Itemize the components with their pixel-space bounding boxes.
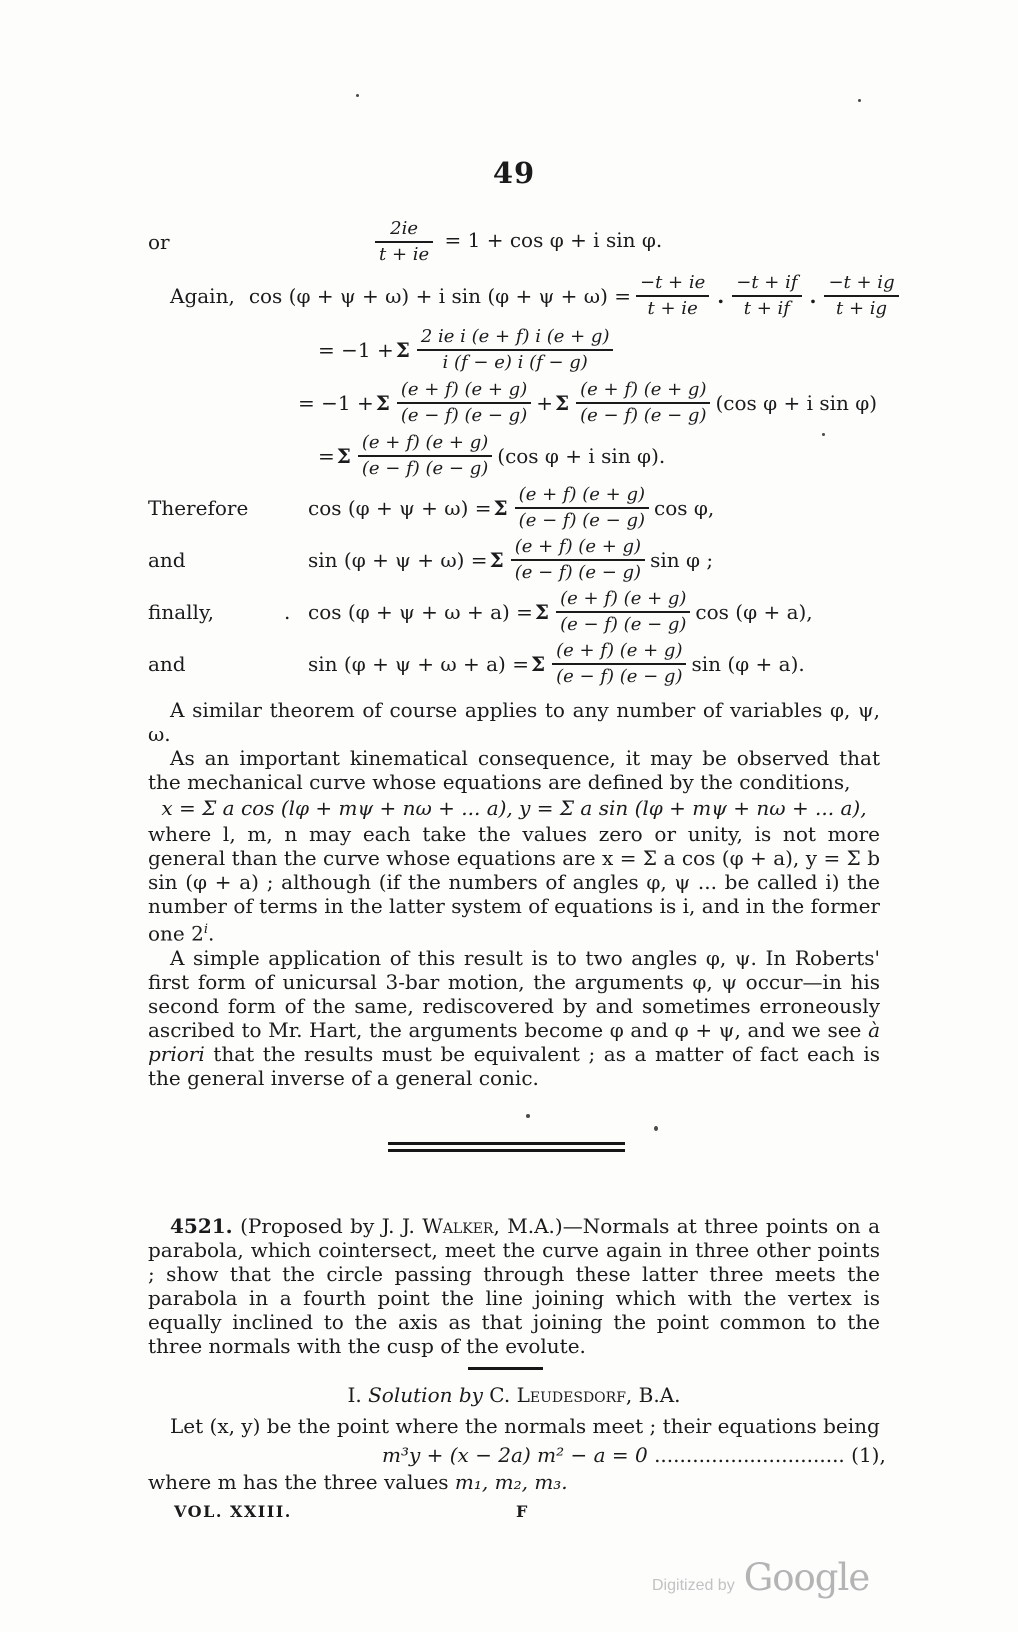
proposer-name: Walker bbox=[422, 1213, 494, 1238]
paragraph-text: that the results must be equivalent ; as a matter of fact each is the general inverse of a general conic. bbox=[148, 1041, 880, 1090]
section-divider-double-rule bbox=[388, 1142, 625, 1152]
fraction: $\frac{\text{2 ie i (e + f) i (e + g)}}{i (f - e) i (f - g)}$ bbox=[417, 326, 614, 373]
sigma-symbol: Σ bbox=[375, 391, 390, 415]
google-watermark bbox=[652, 1556, 869, 1599]
ink-speck bbox=[822, 433, 825, 436]
equation-row-therefore bbox=[148, 482, 880, 534]
equation-lhs: cos (φ + ψ + ω) + i sin (φ + ψ + ω) = bbox=[248, 284, 632, 308]
paragraph-text: A simple application of this result is to two angles φ, ψ. In Roberts' first form of unicursal 3-bar motion, the arguments φ, ψ occur—in his second form of the same, rediscovered by and sometimes erroneously ascribed to Mr. Hart, the arguments become φ and φ + ψ, and we see bbox=[148, 945, 880, 1042]
stray-dot: . bbox=[283, 600, 291, 624]
paragraph-similar-theorem: A similar theorem of course applies to any number of variables φ, ψ, ω. bbox=[148, 698, 880, 746]
solution-roman-numeral: I. bbox=[347, 1382, 369, 1407]
solution-heading bbox=[148, 1382, 880, 1408]
equation-label: or bbox=[148, 230, 170, 254]
volume-label: VOL. XXIII. bbox=[174, 1501, 292, 1521]
m-values: m₁, m₂, m₃. bbox=[454, 1469, 568, 1494]
equation-prefix: = bbox=[318, 444, 335, 468]
solution-divider-rule bbox=[468, 1367, 543, 1370]
fraction: $\frac{-t + if}{t + if}$ bbox=[732, 272, 801, 319]
dot-leader: .............................. bbox=[654, 1442, 845, 1467]
ink-speck bbox=[654, 1126, 658, 1131]
equation-line-again bbox=[148, 268, 895, 324]
signature-letter: F bbox=[516, 1501, 528, 1521]
multiplication-dot: . bbox=[809, 284, 817, 308]
solution-by-label: Solution by bbox=[368, 1382, 483, 1407]
equation-label: Again, bbox=[170, 284, 235, 308]
equation-label bbox=[148, 600, 308, 624]
fraction: $\frac{(e + f) (e + g)}{(e - f) (e - g)}$ bbox=[515, 484, 649, 531]
ink-speck bbox=[356, 94, 359, 97]
equation-tail: sin (φ + a). bbox=[691, 652, 805, 676]
paragraph-text: where l, m, n may each take the values zero or unity, is not more general than the curve whose equations are x = Σ a cos (φ + a), y = Σ b sin (φ + a) ; although (if the numbers of angles φ, ψ ... be called i) the number of terms in the latter system of equations is i, and in the former one 2 bbox=[148, 822, 880, 946]
equation-row-finally bbox=[148, 586, 880, 638]
equation-1 bbox=[382, 1440, 886, 1470]
fraction: $\frac{(e + f) (e + g)}{(e - f) (e - g)}$ bbox=[552, 640, 686, 687]
problem-text: , M.A.)—Normals at three points on a parabola, which cointersect, meet the curve again in three other points ; show that the circle passing through these latter three meets the parabola in a fourth point the line joining which with the vertex is equally inclined to the axis as that joining the point common to the three normals with the cusp of the evolute. bbox=[148, 1213, 880, 1358]
google-logo: Google bbox=[743, 1556, 870, 1599]
solution-heading-text: C. bbox=[482, 1382, 517, 1407]
equation-prefix: = −1 + bbox=[318, 338, 394, 362]
equation-line-or bbox=[148, 216, 880, 268]
problem-text: (Proposed by J. J. bbox=[232, 1213, 423, 1238]
equation-row-and-1 bbox=[148, 534, 880, 586]
fraction: $\frac{-t + ig}{t + ig}$ bbox=[824, 272, 898, 319]
equation-lhs: cos (φ + ψ + ω + a) = bbox=[308, 600, 533, 624]
paragraph-text: where m has the three values bbox=[148, 1469, 455, 1494]
sigma-symbol: Σ bbox=[554, 391, 570, 415]
equation-suffix: (cos φ + i sin φ) bbox=[715, 391, 878, 415]
sigma-symbol: Σ bbox=[534, 600, 550, 624]
equation-line-sum1 bbox=[148, 324, 880, 376]
italic-phrase: à priori bbox=[148, 1017, 880, 1066]
solution-heading-text: , B.A. bbox=[625, 1382, 681, 1407]
equation-label: Therefore bbox=[148, 496, 249, 520]
equation-xy: x = Σ a cos (lφ + mψ + nω + ... a), y = Σ a sin (lφ + mψ + nω + ... a), bbox=[161, 796, 867, 820]
solution-footnote bbox=[148, 1470, 880, 1494]
equation-label-text: finally, bbox=[148, 600, 214, 624]
equation-tail: sin φ ; bbox=[650, 548, 714, 572]
fraction: $\frac{(e + f) (e + g)}{(e - f) (e - g)}$ bbox=[358, 432, 492, 479]
text-column bbox=[148, 0, 895, 1524]
sigma-symbol: Σ bbox=[493, 496, 508, 520]
equation-body: $\frac{2ie}{t + ie}$ = 1 + cos φ + i sin φ. bbox=[370, 218, 662, 265]
paragraph-where-lmn bbox=[148, 822, 880, 946]
equation-line-sum2 bbox=[148, 376, 880, 430]
paragraph-application bbox=[148, 946, 880, 1090]
solution-intro: Let (x, y) be the point where the normals meet ; their equations being bbox=[170, 1413, 880, 1438]
equation-prefix: = −1 + bbox=[298, 391, 374, 415]
paragraph-kinematical: As an important kinematical consequence, it may be observed that the mechanical curve whose equations are defined by the conditions, bbox=[148, 746, 880, 794]
superscript-i: i bbox=[203, 922, 209, 937]
solver-name: Leudesdorf bbox=[516, 1382, 626, 1407]
equation-label: and bbox=[148, 548, 186, 572]
fraction: $\frac{(e + f) (e + g)}{(e - f) (e - g)}$ bbox=[397, 379, 531, 426]
ink-speck bbox=[526, 1114, 530, 1118]
equation-lhs: cos (φ + ψ + ω) = bbox=[308, 496, 492, 520]
equation-row-and-2 bbox=[148, 638, 880, 690]
sigma-symbol: Σ bbox=[530, 652, 546, 676]
page-footer bbox=[148, 1502, 880, 1524]
equation-lhs: sin (φ + ψ + ω + a) = bbox=[308, 652, 529, 676]
fraction: $\frac{(e + f) (e + g)}{(e - f) (e - g)}$ bbox=[576, 379, 710, 426]
equation-tail: cos φ, bbox=[654, 496, 715, 520]
problem-number: 4521. bbox=[170, 1213, 233, 1238]
sigma-symbol: Σ bbox=[336, 444, 351, 468]
fraction: $\frac{-t + ie}{t + ie}$ bbox=[636, 272, 709, 319]
equation-line-sum3 bbox=[148, 430, 880, 482]
fraction: $\frac{(e + f) (e + g)}{(e - f) (e - g)}$ bbox=[556, 588, 690, 635]
sigma-symbol: Σ bbox=[395, 338, 410, 362]
watermark-prefix: Digitized by bbox=[652, 1577, 735, 1594]
equation-label: and bbox=[148, 652, 186, 676]
equation-mid: + bbox=[536, 391, 553, 415]
problem-4521 bbox=[148, 1214, 880, 1358]
equation-tail: cos (φ + a), bbox=[695, 600, 813, 624]
equation-suffix: (cos φ + i sin φ). bbox=[497, 444, 666, 468]
equation-body: m³y + (x − 2a) m² − a = 0 bbox=[382, 1442, 655, 1467]
ink-speck bbox=[858, 99, 861, 102]
page-number: 49 bbox=[492, 156, 536, 190]
fraction: $\frac{(e + f) (e + g)}{(e - f) (e - g)}$ bbox=[511, 536, 645, 583]
sigma-symbol: Σ bbox=[489, 548, 504, 572]
fraction: $\frac{2ie}{t + ie}$ bbox=[375, 218, 433, 265]
equation-lhs: sin (φ + ψ + ω) = bbox=[308, 548, 488, 572]
equation-number: (1), bbox=[844, 1442, 886, 1467]
paragraph-text: . bbox=[208, 921, 215, 946]
multiplication-dot: . bbox=[717, 284, 725, 308]
